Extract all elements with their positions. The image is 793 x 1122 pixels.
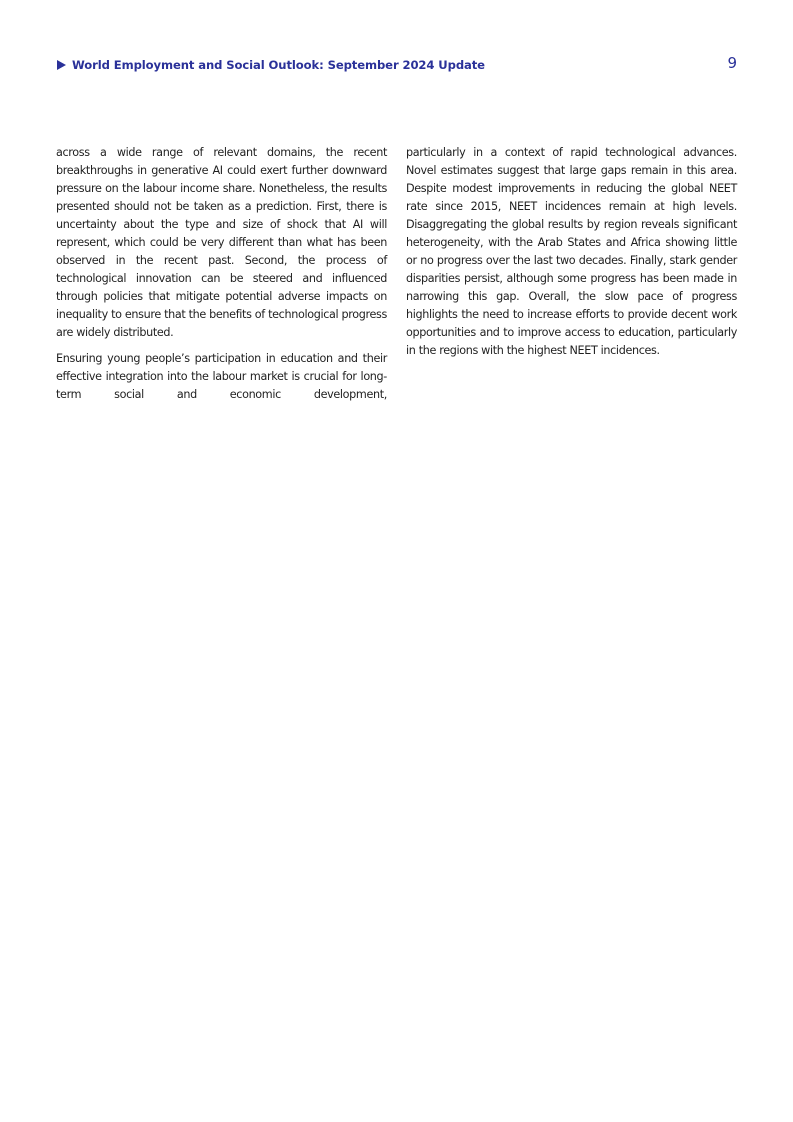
body-paragraph: Ensuring young people’s participation in education and their effective integration into the labour market is crucial for long-term social and economic development, [56,352,387,401]
running-header [57,56,737,76]
right-text-column [406,144,737,368]
body-paragraph: across a wide range of relevant domains, the recent breakthroughs in generative AI could exert further downward pressure on the labour income share. Nonetheless, the results presented should not be taken as a prediction. First, there is uncertainty about the type and size of shock that AI will represent, which could be very different than what has been observed in the recent past. Second, the process of technological innovation can be steered and influenced through policies that mitigate potential adverse impacts on inequality to ensure that the benefits of technological progress are widely distributed. [56,146,387,339]
page-number: 9 [727,54,737,72]
triangle-arrow-icon [57,60,66,70]
left-text-column [56,144,387,412]
report-title: World Employment and Social Outlook: September 2024 Update [72,58,485,72]
body-paragraph: particularly in a context of rapid technological advances. Novel estimates suggest that large gaps remain in this area. Despite modest improvements in reducing the global NEET rate since 2015, NEET incidences remain at high levels. Disaggregating the global results by region reveals significant heterogeneity, with the Arab States and Africa showing little or no progress over the last two decades. Finally, stark gender disparities persist, although some progress has been made in narrowing this gap. Overall, the slow pace of progress highlights the need to increase efforts to provide decent work opportunities and to improve access to education, particularly in the regions with the highest NEET incidences. [406,146,737,357]
